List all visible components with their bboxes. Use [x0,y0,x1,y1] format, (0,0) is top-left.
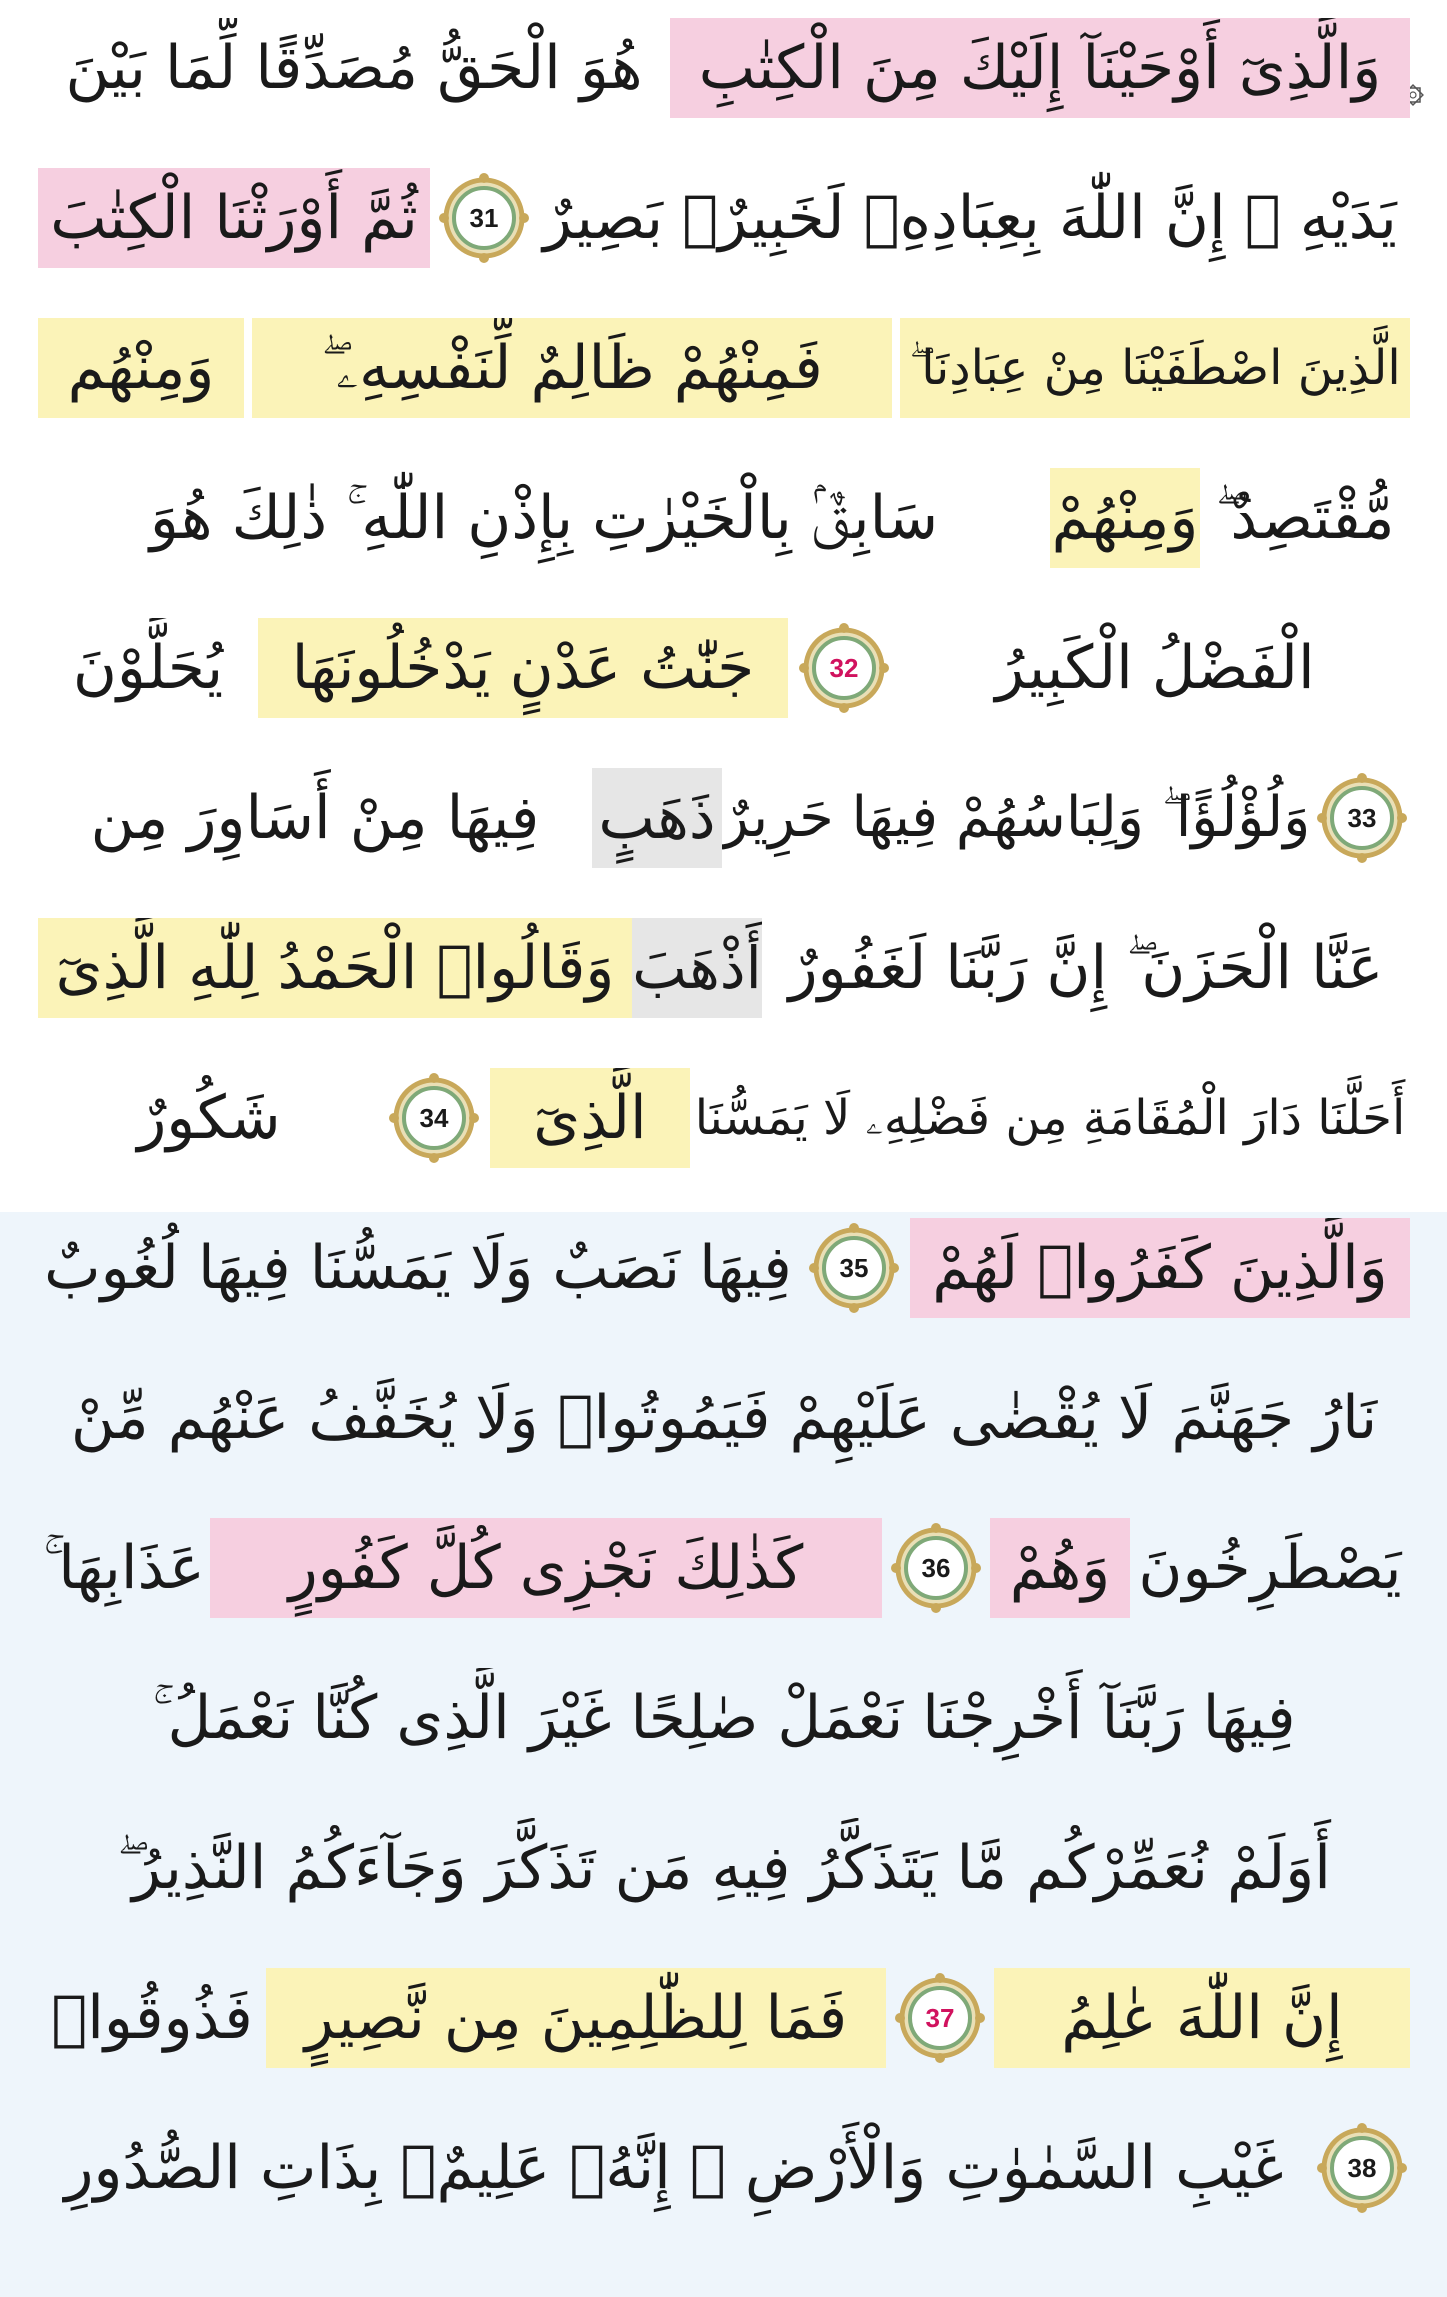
verse-text: يَدَيْهِ ۗ إِنَّ اللّٰهَ بِعِبَادِهِۦ لَخَبِيرٌۢ بَصِيرٌ [543,183,1397,253]
verse-text-highlighted: وَقَالُوا۟ الْحَمْدُ لِلّٰهِ الَّذِىٓ [38,918,632,1018]
verse-text: وَلُؤْلُؤًا ۖ وَلِبَاسُهُمْ فِيهَا حَرِيرٌ [722,785,1310,850]
verse-text: يُحَلَّوْنَ [72,633,224,703]
verse-text-highlighted: وَمِنْهُمْ [1050,468,1200,568]
verse-text-highlighted: كَذٰلِكَ نَجْزِى كُلَّ كَفُورٍ [210,1518,882,1618]
ayah-number: 32 [829,652,859,683]
verse-text: فَذُوقُوا۟ [51,1983,253,2053]
verse-text-highlighted: الَّذِينَ اصْطَفَيْنَا مِنْ عِبَادِنَا ۖ [900,318,1410,418]
verse-text: يَصْطَرِخُونَ [1138,1533,1402,1603]
quran-line-6 [38,758,1410,876]
ayah-number: 36 [921,1552,951,1583]
verse-text-highlighted: الَّذِىٓ [490,1068,690,1168]
verse-text-highlighted: وَمِنْهُم [38,318,244,418]
verse-text-highlighted: فَمِنْهُمْ ظَالِمٌ لِّنَفْسِهِۦ ۖ [252,318,892,418]
ayah-marker-34 [388,1072,480,1164]
verse-text: هُوَ الْحَقُّ مُصَدِّقًا لِّمَا بَيْنَ [65,33,643,103]
ayah-number: 31 [469,202,499,233]
ayah-marker-32 [798,622,890,714]
quran-line-5 [38,608,1410,726]
verse-text-highlighted: ثُمَّ أَوْرَثْنَا الْكِتٰبَ [38,168,430,268]
ayah-marker-35 [808,1222,900,1314]
verse-text-highlighted: ذَهَبٍ [592,768,722,868]
verse-text: شَكُورٌ [137,1083,281,1153]
verse-text-highlighted: أَذْهَبَ [632,918,762,1018]
quran-line-12 [38,1658,1410,1776]
ayah-number: 34 [419,1102,449,1133]
verse-text-highlighted: جَنّٰتُ عَدْنٍ يَدْخُلُونَهَا [258,618,788,718]
quran-line-4 [38,458,1410,576]
verse-text-highlighted: وَالَّذِينَ كَفَرُوا۟ لَهُمْ [910,1218,1410,1318]
verse-text-highlighted: وَهُمْ [990,1518,1130,1618]
ayah-marker-37 [894,1972,986,2064]
ayah-number: 33 [1347,802,1377,833]
quran-line-14 [38,1958,1410,2076]
ayah-number: 37 [925,2002,955,2033]
quran-line-13 [38,1808,1410,1926]
verse-text: فِيهَا نَصَبٌ وَلَا يَمَسُّنَا فِيهَا لُغُوبٌ [44,1233,792,1303]
ayah-marker-36 [890,1522,982,1614]
verse-text: نَارُ جَهَنَّمَ لَا يُقْضٰى عَلَيْهِمْ فَيَمُوتُوا۟ وَلَا يُخَفَّفُ عَنْهُم مِّنْ [70,1383,1378,1453]
quran-line-9 [38,1208,1410,1326]
verse-text: مُّقْتَصِدٌ ۖ [1215,483,1395,553]
quran-line-1 [38,8,1410,126]
ayah-marker-33 [1316,772,1408,864]
verse-text: سَابِقٌۢ بِالْخَيْرٰتِ بِإِذْنِ اللّٰهِ ۚ ذٰلِكَ هُوَ [149,483,939,553]
quran-line-10 [38,1358,1410,1476]
verse-text: أَحَلَّنَا دَارَ الْمُقَامَةِ مِن فَضْلِهِۦ لَا يَمَسُّنَا [694,1090,1406,1146]
verse-text: غَيْبِ السَّمٰوٰتِ وَالْأَرْضِ ۚ إِنَّهُۥ عَلِيمٌۢ بِذَاتِ الصُّدُورِ [64,2133,1284,2203]
verse-text: أَوَلَمْ نُعَمِّرْكُم مَّا يَتَذَكَّرُ فِيهِ مَن تَذَكَّرَ وَجَآءَكُمُ النَّذِيرُ ۖ [117,1833,1331,1903]
quran-line-8 [38,1058,1410,1176]
ayah-marker-38 [1316,2122,1408,2214]
verse-text: عَنَّا الْحَزَنَ ۖ إِنَّ رَبَّنَا لَغَفُورٌ [788,933,1384,1003]
verse-text-highlighted: فَمَا لِلظّٰلِمِينَ مِن نَّصِيرٍ [266,1968,886,2068]
quran-line-11 [38,1508,1410,1626]
quran-line-3 [38,308,1410,426]
quran-line-2 [38,158,1410,276]
verse-text-highlighted: إِنَّ اللّٰهَ عٰلِمُ [994,1968,1410,2068]
verse-text: عَذَابِهَا ۚ [43,1533,205,1603]
verse-text: الْفَضْلُ الْكَبِيرُ [995,633,1315,703]
quran-line-7 [38,908,1410,1026]
verse-text: فِيهَا مِنْ أَسَاوِرَ مِن [90,783,540,853]
ayah-number: 35 [839,1252,869,1283]
ayah-marker-31 [438,172,530,264]
verse-text: فِيهَا رَبَّنَآ أَخْرِجْنَا نَعْمَلْ صٰلِحًا غَيْرَ الَّذِى كُنَّا نَعْمَلُ ۚ [152,1683,1296,1753]
ayah-number: 38 [1347,2152,1377,2183]
verse-text-highlighted: وَالَّذِىٓ أَوْحَيْنَآ إِلَيْكَ مِنَ الْكِتٰبِ [670,18,1410,118]
quran-line-15 [38,2108,1410,2226]
